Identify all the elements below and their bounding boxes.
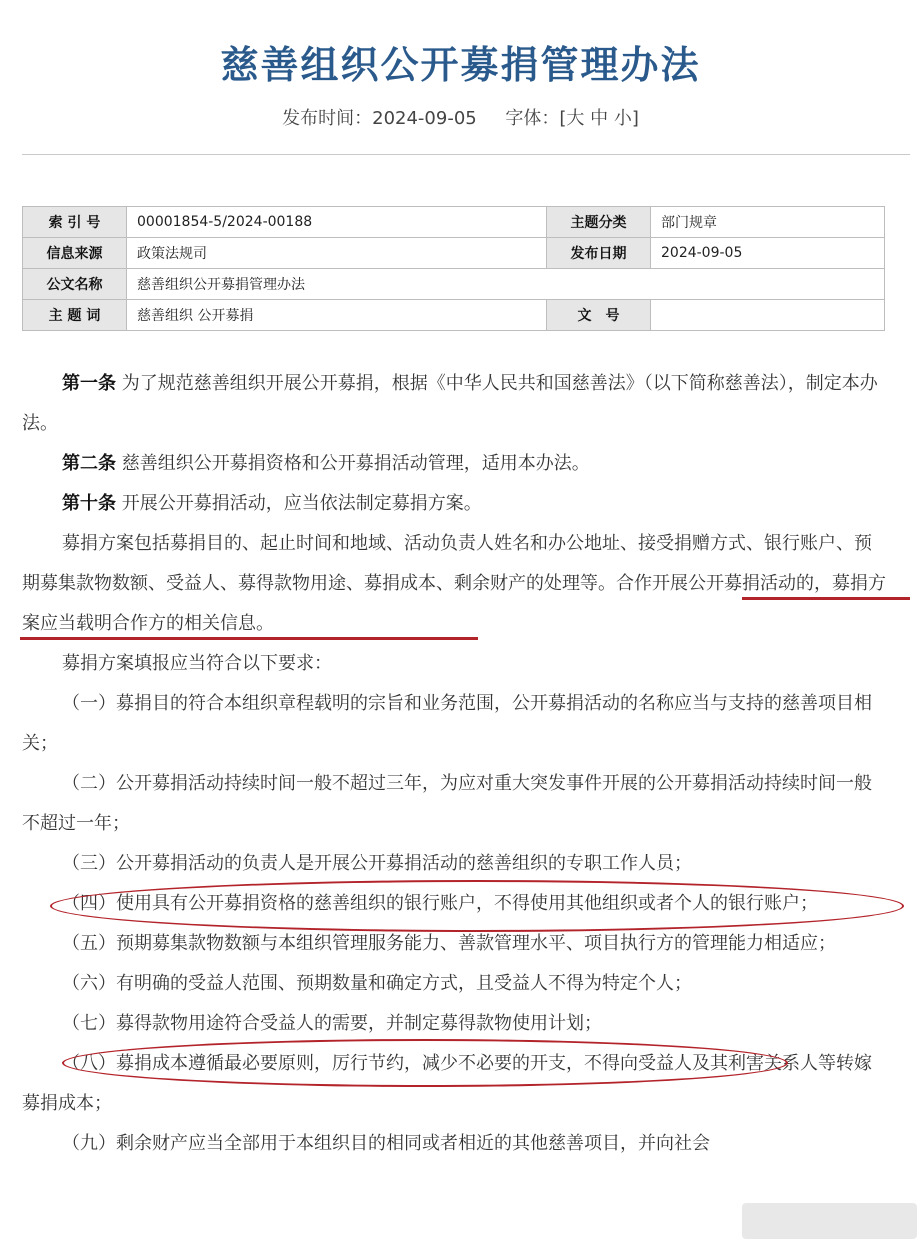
requirement-item: （九）剩余财产应当全部用于本组织目的相同或者相近的其他慈善项目，并向社会 [62, 1133, 710, 1154]
date-label: 发布日期 [547, 238, 651, 269]
article-text: 为了规范慈善组织开展公开募捐，根据《中华人民共和国慈善法》（以下简称慈善法），制定本办法。 [22, 373, 878, 434]
info-row [23, 238, 885, 269]
article-text: 开展公开募捐活动，应当依法制定募捐方案。 [116, 493, 482, 514]
plan-paragraph: 募捐方案包括募捐目的、起止时间和地域、活动负责人姓名和办公地址、接受捐赠方式、银行账户、预期募集款物数额、受益人、募得款物用途、募捐成本、剩余财产的处理等。合作开展公开募捐活动的，募捐方案应当载明合作方的相关信息。 [22, 533, 886, 634]
article-text: 慈善组织公开募捐资格和公开募捐活动管理，适用本办法。 [116, 453, 590, 474]
topic-value: 部门规章 [651, 207, 885, 238]
doc-number-value [651, 300, 885, 331]
article-heading: 第二条 [62, 453, 116, 474]
publish-meta [0, 104, 921, 130]
font-size-label: 字体： [505, 108, 560, 129]
requirements-intro: 募捐方案填报应当符合以下要求： [62, 653, 332, 674]
publish-label: 发布时间： [282, 108, 373, 129]
index-value: 00001854-5/2024-00188 [127, 207, 547, 238]
requirement-item: （二）公开募捐活动持续时间一般不超过三年，为应对重大突发事件开展的公开募捐活动持续时间一般不超过一年； [22, 773, 872, 834]
article-paragraph [22, 364, 888, 444]
font-medium-link[interactable]: 中 [590, 108, 609, 129]
doc-number-label: 文 号 [547, 300, 651, 331]
requirement-item: （三）公开募捐活动的负责人是开展公开募捐活动的慈善组织的专职工作人员； [62, 853, 692, 874]
doc-name-label: 公文名称 [23, 269, 127, 300]
info-row [23, 269, 885, 300]
index-label: 索 引 号 [23, 207, 127, 238]
keyword-value: 慈善组织 公开募捐 [127, 300, 547, 331]
article-heading: 第一条 [62, 373, 116, 394]
keyword-label: 主 题 词 [23, 300, 127, 331]
article-paragraph [22, 484, 888, 524]
requirement-item: （六）有明确的受益人范围、预期数量和确定方式，且受益人不得为特定个人； [62, 973, 692, 994]
requirement-item: （五）预期募集款物数额与本组织管理服务能力、善款管理水平、项目执行方的管理能力相适应； [62, 933, 836, 954]
source-label: 信息来源 [23, 238, 127, 269]
font-small-link[interactable]: 小 [613, 108, 632, 129]
requirement-item: （七）募得款物用途符合受益人的需要，并制定募得款物使用计划； [62, 1013, 602, 1034]
info-row [23, 300, 885, 331]
document-info-table [22, 206, 885, 331]
header-divider [22, 154, 910, 155]
requirement-item: （一）募捐目的符合本组织章程载明的宗旨和业务范围，公开募捐活动的名称应当与支持的慈善项目相关； [22, 693, 872, 754]
info-row [23, 207, 885, 238]
article-body [22, 364, 888, 1164]
topic-label: 主题分类 [547, 207, 651, 238]
font-size-control: [大 中 小] [559, 108, 639, 129]
doc-name-value: 慈善组织公开募捐管理办法 [127, 269, 885, 300]
article-paragraph [22, 444, 888, 484]
publish-date: 2024-09-05 [372, 108, 477, 129]
date-value: 2024-09-05 [651, 238, 885, 269]
page-title: 慈善组织公开募捐管理办法 [220, 43, 701, 87]
article-heading: 第十条 [62, 493, 116, 514]
watermark-overlay [742, 1203, 917, 1239]
source-value: 政策法规司 [127, 238, 547, 269]
font-large-link[interactable]: 大 [566, 108, 585, 129]
requirement-item: （四）使用具有公开募捐资格的慈善组织的银行账户，不得使用其他组织或者个人的银行账户； [62, 893, 818, 914]
requirement-item: （八）募捐成本遵循最必要原则，厉行节约，减少不必要的开支，不得向受益人及其利害关系人等转嫁募捐成本； [22, 1053, 872, 1114]
